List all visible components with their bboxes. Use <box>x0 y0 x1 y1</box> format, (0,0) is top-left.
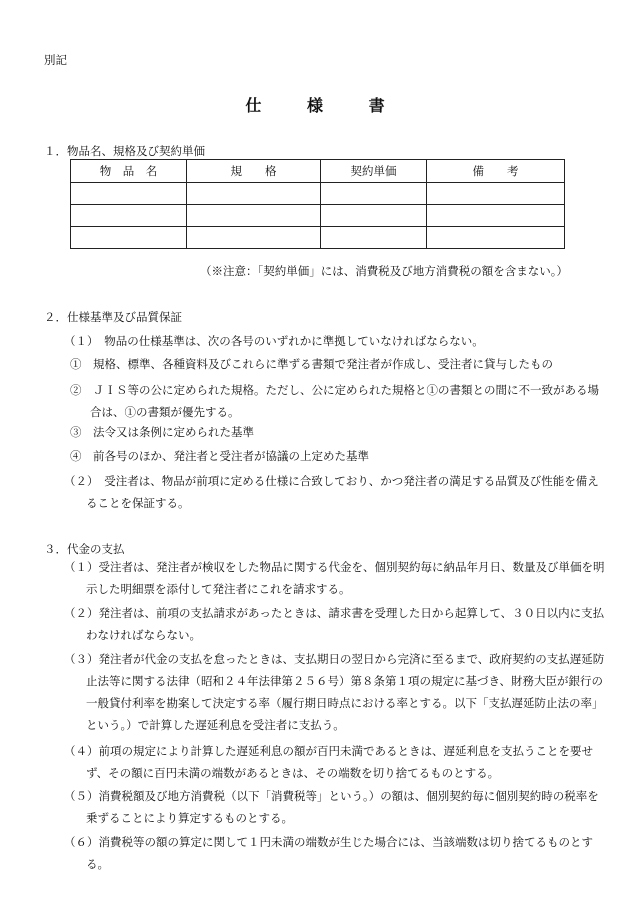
table-row <box>71 227 565 249</box>
title-char: 様 <box>306 96 323 115</box>
paragraph-3-2: （２）発注者は、前項の支払請求があったときは、請求書を受理した日から起算して、３０日以内に支払わなければならない。 <box>64 606 605 642</box>
column-header: 物 品 名 <box>71 160 187 183</box>
table-row <box>71 183 565 205</box>
table-cell <box>427 227 565 249</box>
paragraph-2-1: （１） 物品の仕様基準は、次の各号のいずれかに準拠していなければならない。 <box>64 334 484 348</box>
list-item-2-1-3: ③ 法令又は条例に定められた基準 <box>70 425 254 439</box>
list-item-2-1-2: ② ＪＩＳ等の公に定められた規格。ただし、公に定められた規格と①の書類との間に不一致がある場合は、①の書類が優先する。 <box>70 383 599 419</box>
table-cell <box>71 183 187 205</box>
title-char: 仕 <box>245 96 262 115</box>
table-row <box>71 205 565 227</box>
table-cell <box>187 183 321 205</box>
table-cell <box>321 227 427 249</box>
paragraph-3-3: （３）発注者が代金の支払を怠ったときは、支払期日の翌日から完済に至るまで、政府契約の支払遅延防止法等に関する法律（昭和２４年法律第２５６号）第８条第１項の規定に基づき、財務大臣が銀行の一般貸付利率を勘案して決定する率（履行期日時点における率とする。以下「支払遅延防止法の率」という。）で計算した遅延利息を受注者に支払う。 <box>64 652 605 732</box>
table-cell <box>187 227 321 249</box>
table-cell <box>321 183 427 205</box>
table-cell <box>71 205 187 227</box>
paragraph-3-6: （６）消費税等の額の算定に関して１円未満の端数が生じた場合には、当該端数は切り捨てるものとする。 <box>64 835 593 871</box>
document-title <box>0 93 630 116</box>
table-cell <box>187 205 321 227</box>
list-item-2-1-1: ① 規格、標準、各種資料及びこれらに準ずる書類で発注者が作成し、受注者に貸与したもの <box>70 357 553 371</box>
table-cell <box>427 183 565 205</box>
paragraph-2-2: （２） 受注者は、物品が前項に定める仕様に合致しており、かつ発注者の満足する品質及び性能を備えることを保証する。 <box>64 474 599 510</box>
list-item-2-1-4: ④ 前各号のほか、発注者と受注者が協議の上定めた基準 <box>70 449 369 463</box>
paragraph-3-4: （４）前項の規定により計算した遅延利息の額が百円未満であるときは、遅延利息を支払うことを要せず、その額に百円未満の端数があるときは、その端数を切り捨てるものとする。 <box>64 744 593 780</box>
table-cell <box>427 205 565 227</box>
column-header: 契約単価 <box>321 160 427 183</box>
price-note: （※注意：「契約単価」には、消費税及び地方消費税の額を含まない。） <box>200 264 568 278</box>
paragraph-3-5: （５）消費税額及び地方消費税（以下「消費税等」という。）の額は、個別契約毎に個別契約時の税率を乗ずることにより算定するものとする。 <box>64 789 599 825</box>
table-cell <box>321 205 427 227</box>
section1-heading: １．物品名、規格及び契約単価 <box>44 144 205 158</box>
column-header: 備 考 <box>427 160 565 183</box>
table-header-row <box>71 160 565 183</box>
table-cell <box>71 227 187 249</box>
attachment-label: 別記 <box>44 53 67 67</box>
title-char: 書 <box>368 96 385 115</box>
section2-heading: ２．仕様基準及び品質保証 <box>44 310 182 324</box>
paragraph-3-1: （１）受注者は、発注者が検収をした物品に関する代金を、個別契約毎に納品年月日、数量及び単価を明示した明細票を添付して発注者にこれを請求する。 <box>64 560 605 596</box>
section3-heading: ３．代金の支払 <box>44 542 125 556</box>
column-header: 規 格 <box>187 160 321 183</box>
spec-table <box>70 159 565 249</box>
